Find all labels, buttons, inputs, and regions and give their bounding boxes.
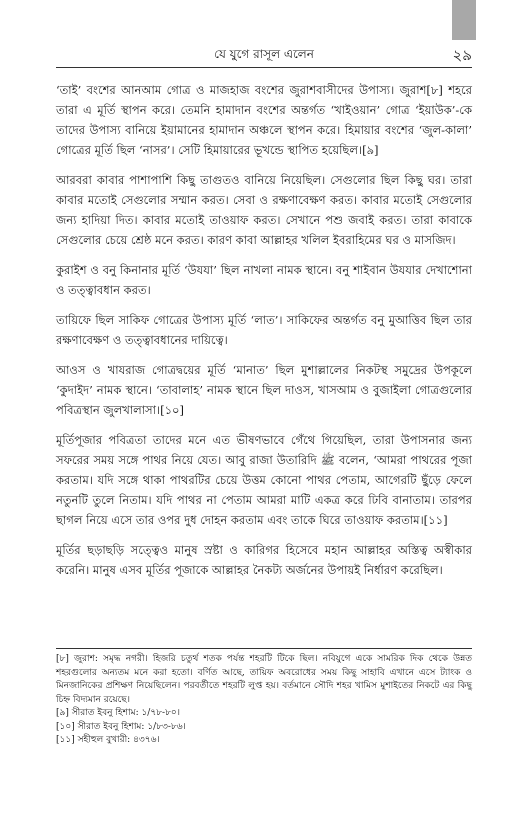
paragraph: তায়িফে ছিল সাকিফ গোত্রের উপাস্য মূর্তি ‘লাত’। সাকিফের অন্তর্গত বনু মুআত্তিব ছিল তার রক্ষণাবেক্ষণ ও তত্ত্বাবধানের দায়িত্বে।: [56, 313, 472, 347]
paragraph: ‘তাই’ বংশের আনআম গোত্র ও মাজহাজ বংশের জুরাশবাসীদের উপাস্য। জুরাশ[৮] শহরে তারা এ মূর্তি স্থাপন করে। তেমনি হামাদান বংশের অন্তর্গত ‘খাইওয়ান’ গোত্র ‘ইয়াউক’-কে তাদের উপাস্য বানিয়ে ইয়ামানের হামাদান অঞ্চলে স্থাপন করে। হিমায়ার বংশের ‘জুল-কালা’ গোত্রের মূর্তি ছিল ‘নাসর’। সেটি হিমায়ারের ভূখন্ডে স্থাপিত হয়েছিল।[৯]: [56, 83, 472, 157]
paragraph: মূর্তিপূজার পবিত্রতা তাদের মনে এত ভীষণভাবে গেঁথে গিয়েছিল, তারা উপাসনার জন্য সফরের সময় সঙ্গে পাথর নিয়ে যেত। আবু রাজা উতারিদি ﷺ বলেন, ‘আমরা পাথরের পূজা করতাম। যদি সঙ্গে থাকা পাথরটির চেয়ে উত্তম কোনো পাথর পেতাম, আগেরটি ছুঁড়ে ফেলে নতুনটি তুলে নিতাম। যদি পাথর না পেতাম আমরা মাটি একত্র করে ঢিবি বানাতাম। তারপর ছাগল নিয়ে এসে তার ওপর দুধ দোহন করতাম এবং তাকে ঘিরে তাওয়াফ করতাম।[১১]: [56, 433, 472, 527]
footnote: [১১] সহীহুল বুখারী: ৪৩৭৬।: [56, 735, 160, 745]
footnote: [৮] জুরাশ: সমৃদ্ধ নগরী। হিজরি চতুর্থ শতক পর্যন্ত শহরটি টিকে ছিল। নবিযুগে একে সামরিক দিক থেকে উন্নত শহরগুলোর অন্যতম মনে করা হতো। বর্ণিত আছে, তায়িফ অবরোধের সময় কিছু সাহাবি এখানে এসে ট্যাংক ও মিনজানিকের প্রশিক্ষণ নিয়েছিলেন। পরবর্তীতে শহরটি লুপ্ত হয়। বর্তমানে সৌদি শহর খামিস মুশাইতের নিকটে এর কিছু চিহ্ন বিদ্যমান রয়েছে।: [56, 654, 472, 705]
footnotes: [56, 648, 472, 748]
running-title: যে যুগে রাসূল এলেন: [214, 47, 314, 61]
paragraph: কুরাইশ ও বনু কিনানার মূর্তি ‘উযযা’ ছিল নাখলা নামক স্থানে। বনু শাইবান উযযার দেখাশোনা ও তত্ত্বাবধান করত।: [56, 263, 472, 297]
footnote: [১০] সীরাত ইবনু হিশাম: ১/৮৩-৮৬।: [56, 721, 186, 732]
paragraph: মূর্তির ছড়াছড়ি সত্ত্বেও মানুষ স্রষ্টা ও কারিগর হিসেবে মহান আল্লাহর অস্তিত্ব অস্বীকার করেনি। মানুষ এসব মূর্তির পূজাকে আল্লাহর নৈকট্য অর্জনের উপায়ই নির্ধারণ করেছিল।: [56, 543, 472, 577]
page-header: [56, 44, 472, 66]
paragraph: আরবরা কাবার পাশাপাশি কিছু তাগুতও বানিয়ে নিয়েছিল। সেগুলোর ছিল কিছু ঘর। তারা কাবার মতোই সেগুলোর সম্মান করত। সেবা ও রক্ষণাবেক্ষণ করত। কাবার মতোই সেগুলোর জন্য হাদিয়া দিত। কাবার মতোই তাওয়াফ করত। সেখানে পশু জবাই করত। তারা কাবাকে সেগুলোর চেয়ে শ্রেষ্ঠ মনে করত। কারণ কাবা আল্লাহর খলিল ইবরাহিমের ঘর ও মাসজিদ।: [56, 173, 472, 247]
header-rule: [56, 67, 472, 68]
page-edge-tab: [452, 0, 476, 40]
page-number: ২৯: [452, 46, 472, 64]
main-text: [56, 80, 472, 590]
footnote: [৯] সীরাত ইবনু হিশাম: ১/৭৮-৮০।: [56, 708, 180, 718]
paragraph: আওস ও খাযরাজ গোত্রদ্বয়ের মূর্তি ‘মানাত’ ছিল মুশাল্লালের নিকটস্থ সমুদ্রের উপকূলে ‘কুদাইদ’ নামক স্থানে। ‘তাবালাহ’ নামক স্থানে ছিল দাওস, খাসআম ও বুজাইলা গোত্রগুলোর পবিত্রস্থান জুলখালাসা।[১০]: [56, 363, 472, 417]
